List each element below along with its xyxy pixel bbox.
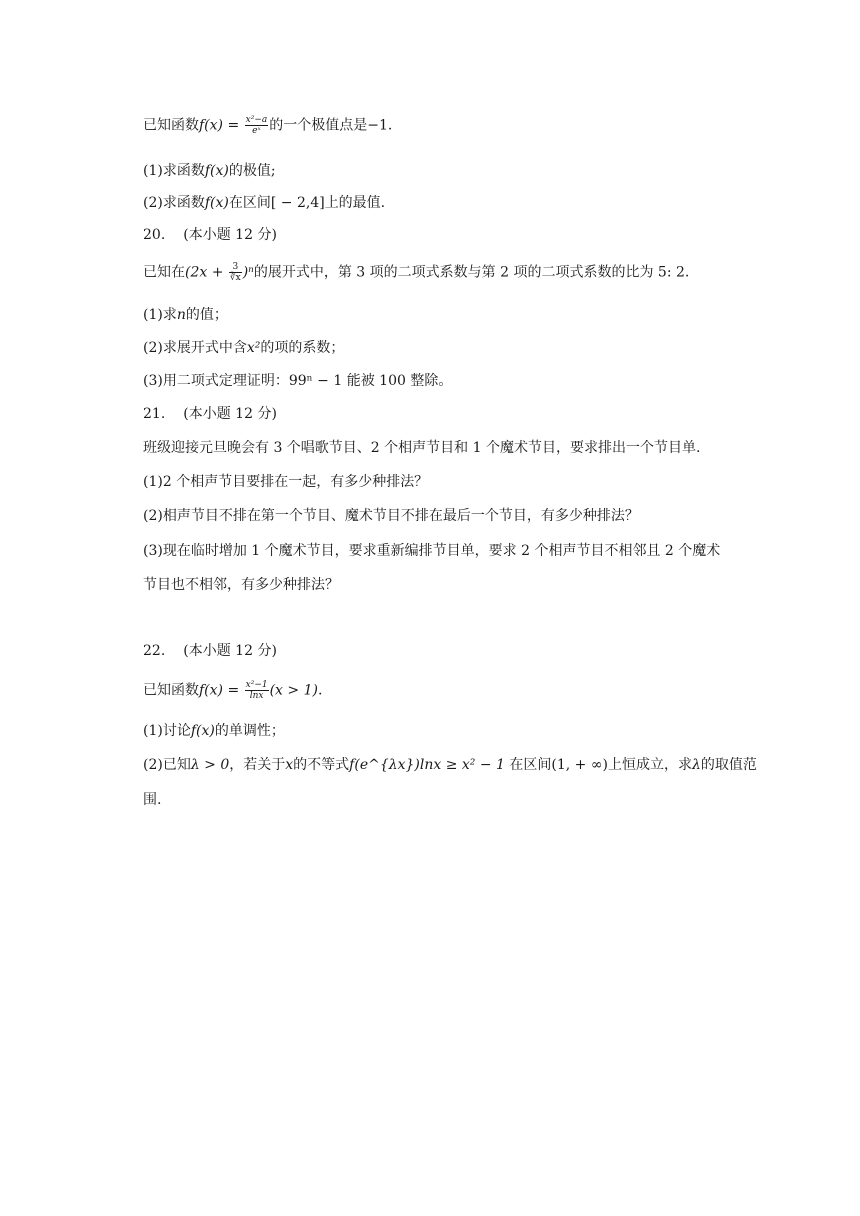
q20-stem-pre: 已知在 [143, 264, 185, 281]
q20-p1-post: 的值； [185, 307, 228, 323]
q19-p2-post: 上的最值. [324, 195, 386, 211]
q22-stem-cond: (x > 1) [269, 682, 318, 699]
q19-p2-func: f(x) [204, 195, 229, 211]
q20-header [143, 225, 277, 245]
q22-p2-pre: (2)已知 [143, 757, 191, 773]
q22-header [143, 641, 277, 661]
q22-stem-end: . [317, 682, 323, 699]
q19-p1-func: f(x) [204, 163, 229, 179]
q22-frac-den: lnx [249, 691, 264, 701]
q22-fraction [245, 680, 269, 701]
q19-stem-post: 的一个极值点是 [269, 117, 368, 134]
q22-p2-line1-end: 的取值范 [700, 757, 757, 773]
q19-p1-post: 的极值; [228, 163, 276, 179]
q22-p2-lambda: λ [691, 757, 701, 773]
q19-p2-pre: (2)求函数 [143, 195, 205, 211]
q20-p2-pre: (2)求展开式中含 [143, 340, 247, 356]
q19-frac-num: x²−a [245, 115, 268, 125]
q21-part3-line1: (3)现在临时增加 1 个魔术节目，要求重新编排节目单，要求 2 个相声节目不相邻且 2 个魔术 [143, 543, 721, 559]
q21-part3-line2: 节目也不相邻，有多少种排法？ [143, 577, 339, 593]
q20-p2-var: x² [246, 340, 261, 356]
q22-p2-mid2: 的不等式 [293, 757, 350, 773]
q20-part2 [143, 338, 344, 358]
q19-p1-pre: (1)求函数 [143, 163, 205, 179]
q20-p3-expr: 99ⁿ − 1 [288, 373, 343, 389]
q22-p1-post: 的单调性； [214, 723, 285, 739]
q21-number: 21. [143, 406, 166, 422]
q22-p1-pre: (1)讨论 [143, 723, 191, 739]
q22-part1 [143, 721, 285, 741]
q21-header [143, 404, 277, 424]
q22-number: 22. [143, 643, 166, 659]
q20-part1 [143, 305, 228, 325]
q19-stem [143, 115, 392, 136]
q22-p2-inequality: f(e^{λx})lnx ≥ x² − 1 [349, 757, 505, 773]
q20-frac-num: 3 [229, 262, 242, 273]
q22-p2-mid1: ，若关于 [229, 757, 286, 773]
q20-stem [143, 262, 689, 283]
q19-func: f(x) = [199, 117, 244, 134]
q20-p3-pre: (3)用二项式定理证明： [143, 373, 289, 389]
q22-func: f(x) = [199, 682, 244, 699]
q20-part3 [143, 371, 452, 391]
q22-p1-func: f(x) [190, 723, 215, 739]
q20-p2-post: 的项的系数； [260, 340, 345, 356]
q20-number: 20. [143, 227, 166, 243]
q20-expr-close: )ⁿ [242, 264, 254, 281]
q20-score: (本小题 12 分) [183, 227, 277, 243]
q22-p2-var: x [285, 757, 294, 773]
q19-p2-mid: 在区间 [228, 195, 271, 211]
q20-fraction [229, 262, 242, 283]
q20-p1-var: n [176, 307, 186, 323]
q22-stem-pre: 已知函数 [143, 682, 199, 699]
q19-part2 [143, 193, 385, 213]
q21-part2: (2)相声节目不排在第一个节目、魔术节目不排在最后一个节目，有多少种排法？ [143, 508, 639, 524]
q19-part1 [143, 161, 276, 181]
q19-stem-pre: 已知函数 [143, 117, 199, 134]
q21-part1: (1)2 个相声节目要排在一起，有多少种排法？ [143, 474, 429, 490]
q22-frac-num: x²−1 [245, 680, 268, 690]
q20-expr-open: (2x + [185, 264, 228, 281]
q20-stem-post: 的展开式中，第 3 项的二项式系数与第 2 项的二项式系数的比为 5: 2. [253, 264, 690, 281]
q22-part2-line2: 围. [143, 792, 162, 808]
q20-p1-pre: (1)求 [143, 307, 177, 323]
q19-stem-val: −1 [367, 117, 388, 134]
q21-stem: 班级迎接元旦晚会有 3 个唱歌节目、2 个相声节目和 1 个魔术节目，要求排出一个节目单. [143, 440, 701, 456]
q21-score: (本小题 12 分) [183, 406, 277, 422]
q19-p2-interval: [ − 2,4] [270, 195, 325, 211]
q22-p2-interval: (1, + ∞) [551, 757, 608, 773]
q20-p3-post: 能被 100 整除。 [342, 373, 453, 389]
q22-p2-cond: λ > 0 [190, 757, 230, 773]
q22-p2-mid4: 上恒成立，求 [607, 757, 692, 773]
q22-p2-mid3: 在区间 [504, 757, 552, 773]
q22-stem [143, 680, 322, 701]
q19-frac-den: eˣ [252, 126, 261, 136]
q22-part2-line1 [143, 755, 757, 775]
q19-stem-end: . [387, 117, 393, 134]
q19-fraction [245, 115, 269, 136]
q22-score: (本小题 12 分) [183, 643, 277, 659]
q20-frac-den: ∛x [229, 273, 241, 283]
